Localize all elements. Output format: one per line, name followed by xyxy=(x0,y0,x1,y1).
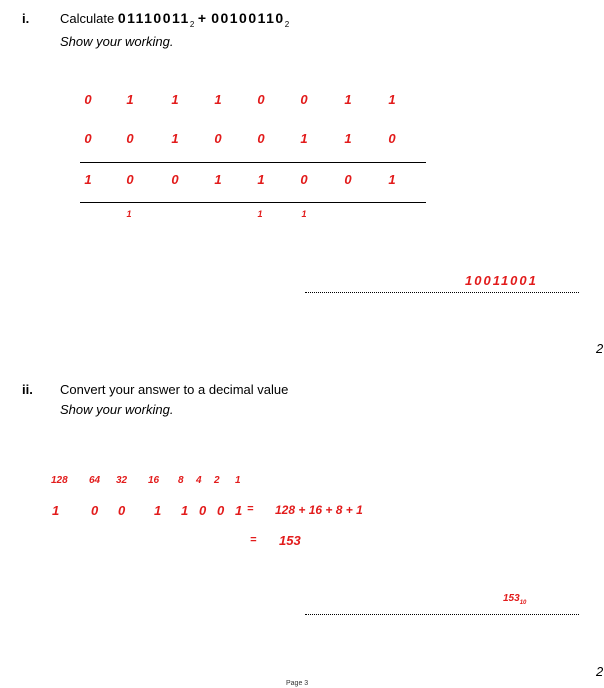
page-footer: Page 3 xyxy=(286,680,309,687)
binary-digit-7: 0 xyxy=(217,503,225,518)
bit-row3-col5: 1 xyxy=(257,172,265,187)
answer-i-line xyxy=(305,292,579,293)
bit-row1-col2: 1 xyxy=(126,92,134,107)
plus-sign: + xyxy=(197,10,208,26)
bit-row2-col2: 0 xyxy=(126,131,134,146)
answer-ii-number: 153 xyxy=(503,593,520,604)
bit-row2-col5: 0 xyxy=(257,131,265,146)
bit-row3-col4: 1 xyxy=(214,172,222,187)
prompt-prefix: Calculate xyxy=(60,11,115,26)
bit-row2-col7: 1 xyxy=(344,131,352,146)
carry-digit: 1 xyxy=(257,209,263,219)
bit-row1-col7: 1 xyxy=(344,92,352,107)
operand-1-base: 2 xyxy=(189,19,195,29)
equals-sign-1: = xyxy=(247,503,254,515)
bit-row3-col1: 1 xyxy=(84,172,92,187)
place-value-1: 1 xyxy=(235,475,241,486)
place-value-32: 32 xyxy=(116,475,128,486)
bit-row2-col3: 1 xyxy=(171,131,179,146)
binary-digit-5: 1 xyxy=(181,503,189,518)
place-value-2: 2 xyxy=(214,475,220,486)
operand-1: 01110011 xyxy=(117,10,190,26)
answer-ii-line xyxy=(305,614,579,615)
question-ii-prompt: Convert your answer to a decimal value xyxy=(60,382,289,397)
bit-row3-col6: 0 xyxy=(300,172,308,187)
bit-row2-col8: 0 xyxy=(388,131,396,146)
bit-row1-col6: 0 xyxy=(300,92,308,107)
equals-sign-2: = xyxy=(250,534,257,546)
bit-row3-col3: 0 xyxy=(171,172,179,187)
place-value-4: 4 xyxy=(196,475,202,486)
place-value-8: 8 xyxy=(178,475,184,486)
binary-digit-2: 0 xyxy=(91,503,99,518)
binary-digit-4: 1 xyxy=(154,503,162,518)
bit-row3-col7: 0 xyxy=(344,172,352,187)
bit-row2-col6: 1 xyxy=(300,131,308,146)
bit-row2-col1: 0 xyxy=(84,131,92,146)
bit-row1-col4: 1 xyxy=(214,92,222,107)
place-value-128: 128 xyxy=(51,475,68,486)
bit-row1-col3: 1 xyxy=(171,92,179,107)
carry-digit: 1 xyxy=(126,209,132,219)
decimal-result: 153 xyxy=(279,533,301,548)
operand-2: 00100110 xyxy=(211,10,285,26)
sum-line-top xyxy=(80,162,426,163)
answer-i-value: 10011001 xyxy=(465,273,538,288)
question-number-ii: ii. xyxy=(22,382,33,397)
bit-row1-col5: 0 xyxy=(257,92,265,107)
question-ii-instruction: Show your working. xyxy=(60,402,174,417)
marks-i: 2 xyxy=(596,341,604,356)
operand-2-base: 2 xyxy=(284,19,290,29)
bit-row3-col2: 0 xyxy=(126,172,134,187)
bit-row1-col1: 0 xyxy=(84,92,92,107)
place-value-64: 64 xyxy=(89,475,101,486)
question-i-instruction: Show your working. xyxy=(60,34,174,49)
sum-expression: 128 + 16 + 8 + 1 xyxy=(275,503,363,517)
binary-digit-6: 0 xyxy=(199,503,207,518)
question-i-prompt xyxy=(60,10,289,29)
bit-row2-col4: 0 xyxy=(214,131,222,146)
bit-row1-col8: 1 xyxy=(388,92,396,107)
sum-line-bottom xyxy=(80,202,426,203)
binary-digit-3: 0 xyxy=(118,503,126,518)
answer-ii-value xyxy=(503,593,526,606)
binary-digit-1: 1 xyxy=(52,503,60,518)
bit-row3-col8: 1 xyxy=(388,172,396,187)
place-value-16: 16 xyxy=(148,475,160,486)
binary-digit-8: 1 xyxy=(235,503,243,518)
answer-ii-base: 10 xyxy=(519,600,527,606)
question-number-i: i. xyxy=(22,11,30,26)
carry-digit: 1 xyxy=(301,209,307,219)
marks-ii: 2 xyxy=(596,664,604,679)
